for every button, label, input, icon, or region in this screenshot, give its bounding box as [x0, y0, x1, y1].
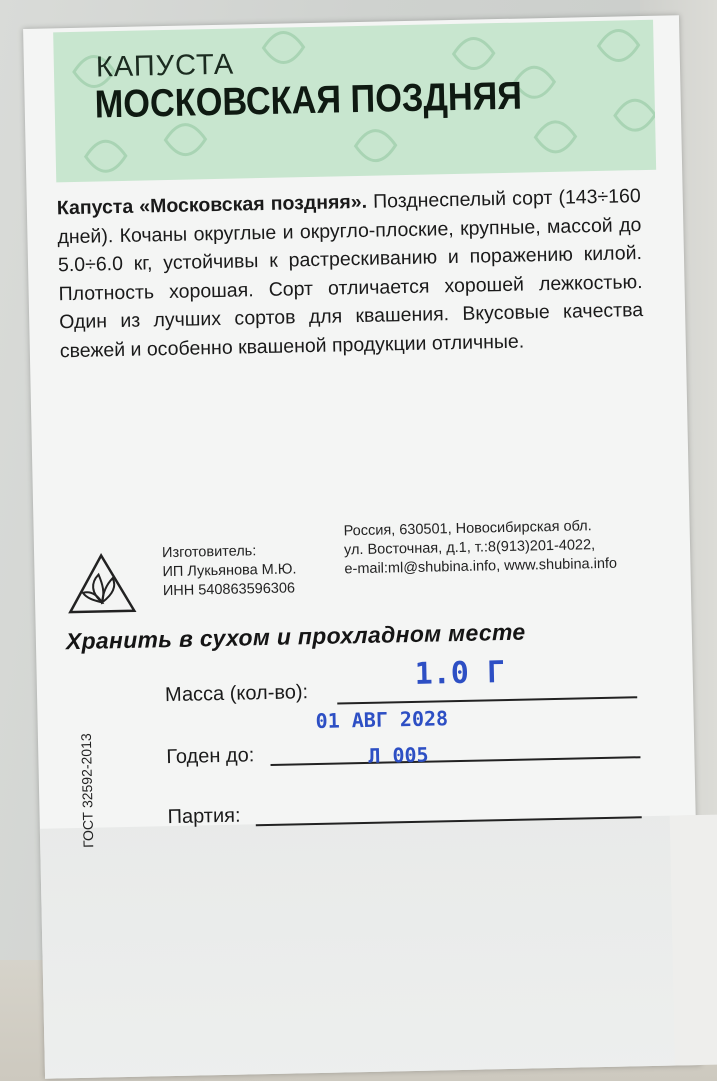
brand-logo-icon — [66, 552, 137, 615]
expiry-stamp: 01 АВГ 2028 — [315, 706, 449, 734]
batch-stamp: Л 005 — [368, 742, 429, 768]
mass-line — [337, 696, 637, 704]
manufacturer-label: Изготовитель: — [161, 543, 257, 562]
variety-title: МОСКОВСКАЯ ПОЗДНЯЯ — [94, 74, 523, 127]
description — [57, 182, 644, 365]
batch-label: Партия: — [167, 804, 241, 829]
description-name: Капуста «Московская поздняя». — [56, 190, 368, 220]
mass-stamp: 1.0 Г — [414, 655, 506, 692]
mass-label: Масса (кол-во): — [164, 681, 309, 707]
manufacturer-info — [162, 541, 297, 601]
seed-packet — [23, 15, 701, 1079]
address-line-2: ул. Восточная, д.1, т.:8(913)201-4022, — [343, 537, 596, 559]
contacts: e-mail:ml@shubina.info, www.shubina.info — [344, 555, 618, 578]
category-title: КАПУСТА — [95, 48, 235, 84]
expiry-line — [271, 756, 641, 765]
manufacturer-name: ИП Лукьянова М.Ю. — [162, 561, 297, 581]
packet-lower-area — [40, 815, 701, 1079]
storage-instructions: Хранить в сухом и прохладном месте — [65, 618, 526, 655]
gost-standard: ГОСТ 32592-2013 — [77, 733, 97, 848]
title-banner — [53, 20, 656, 183]
expiry-label: Годен до: — [166, 744, 255, 769]
address-line-1: Россия, 630501, Новосибирская обл. — [343, 518, 592, 540]
manufacturer-inn: ИНН 540863596306 — [162, 580, 296, 600]
packet-flap — [670, 814, 717, 1065]
manufacturer-address — [343, 517, 617, 580]
description-text: Позднеспелый сорт (143÷160 дней). Кочаны округлые и округло-плоские, крупные, массой до 5.0÷6.0 кг, устойчивы к растрескиванию и поражению килой. Плотность хорошая. Сорт отличается хорошей лежкостью. Один из лучших сортов для квашения. Вкусовые качества свежей и особенно квашеной продукции отличные. — [57, 185, 644, 362]
